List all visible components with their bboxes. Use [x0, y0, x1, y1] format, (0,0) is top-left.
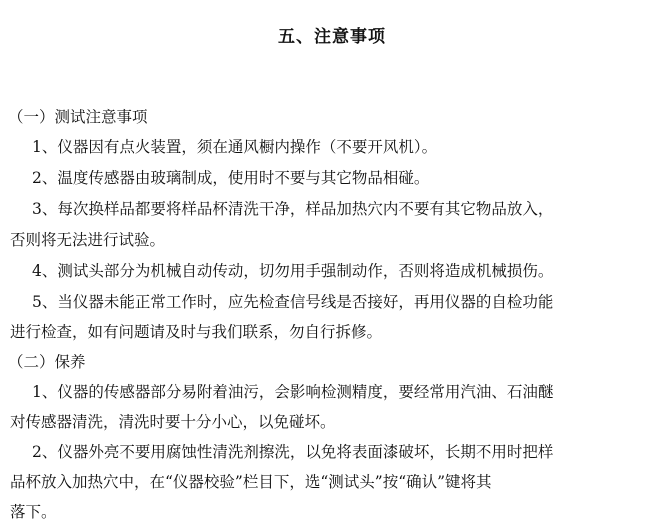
- testing-note-2: 2、温度传感器由玻璃制成，使用时不要与其它物品相碰。: [32, 169, 430, 187]
- testing-note-5-line-2: 进行检查，如有问题请及时与我们联系，勿自行拆修。: [10, 323, 383, 341]
- maintenance-note-2-line-3: 落下。: [10, 503, 57, 521]
- testing-note-3-line-1: 3、每次换样品都要将样品杯清洗干净，样品加热穴内不要有其它物品放入，: [32, 200, 554, 218]
- testing-note-5-line-1: 5、当仪器未能正常工作时，应先检查信号线是否接好，再用仪器的自检功能: [32, 293, 554, 311]
- section-heading-maintenance: （二）保养: [8, 353, 86, 371]
- testing-note-1: 1、仪器因有点火装置，须在通风橱内操作（不要开风机）。: [32, 138, 438, 156]
- page-title: 五、注意事项: [278, 27, 386, 47]
- maintenance-note-2-line-2: 品杯放入加热穴中，在“仪器校验”栏目下，选“测试头”按“确认”键将其: [10, 473, 492, 491]
- testing-note-3-line-2: 否则将无法进行试验。: [10, 231, 166, 249]
- maintenance-note-1-line-1: 1、仪器的传感器部分易附着油污，会影响检测精度，要经常用汽油、石油醚: [32, 383, 554, 401]
- testing-note-4: 4、测试头部分为机械自动传动，切勿用手强制动作，否则将造成机械损伤。: [32, 262, 554, 280]
- maintenance-note-2-line-1: 2、仪器外亮不要用腐蚀性清洗剂擦洗，以免将表面漆破坏，长期不用时把样: [32, 443, 554, 461]
- maintenance-note-1-line-2: 对传感器清洗，清洗时要十分小心，以免碰坏。: [10, 413, 336, 431]
- section-heading-testing-notes: （一）测试注意事项: [8, 108, 148, 126]
